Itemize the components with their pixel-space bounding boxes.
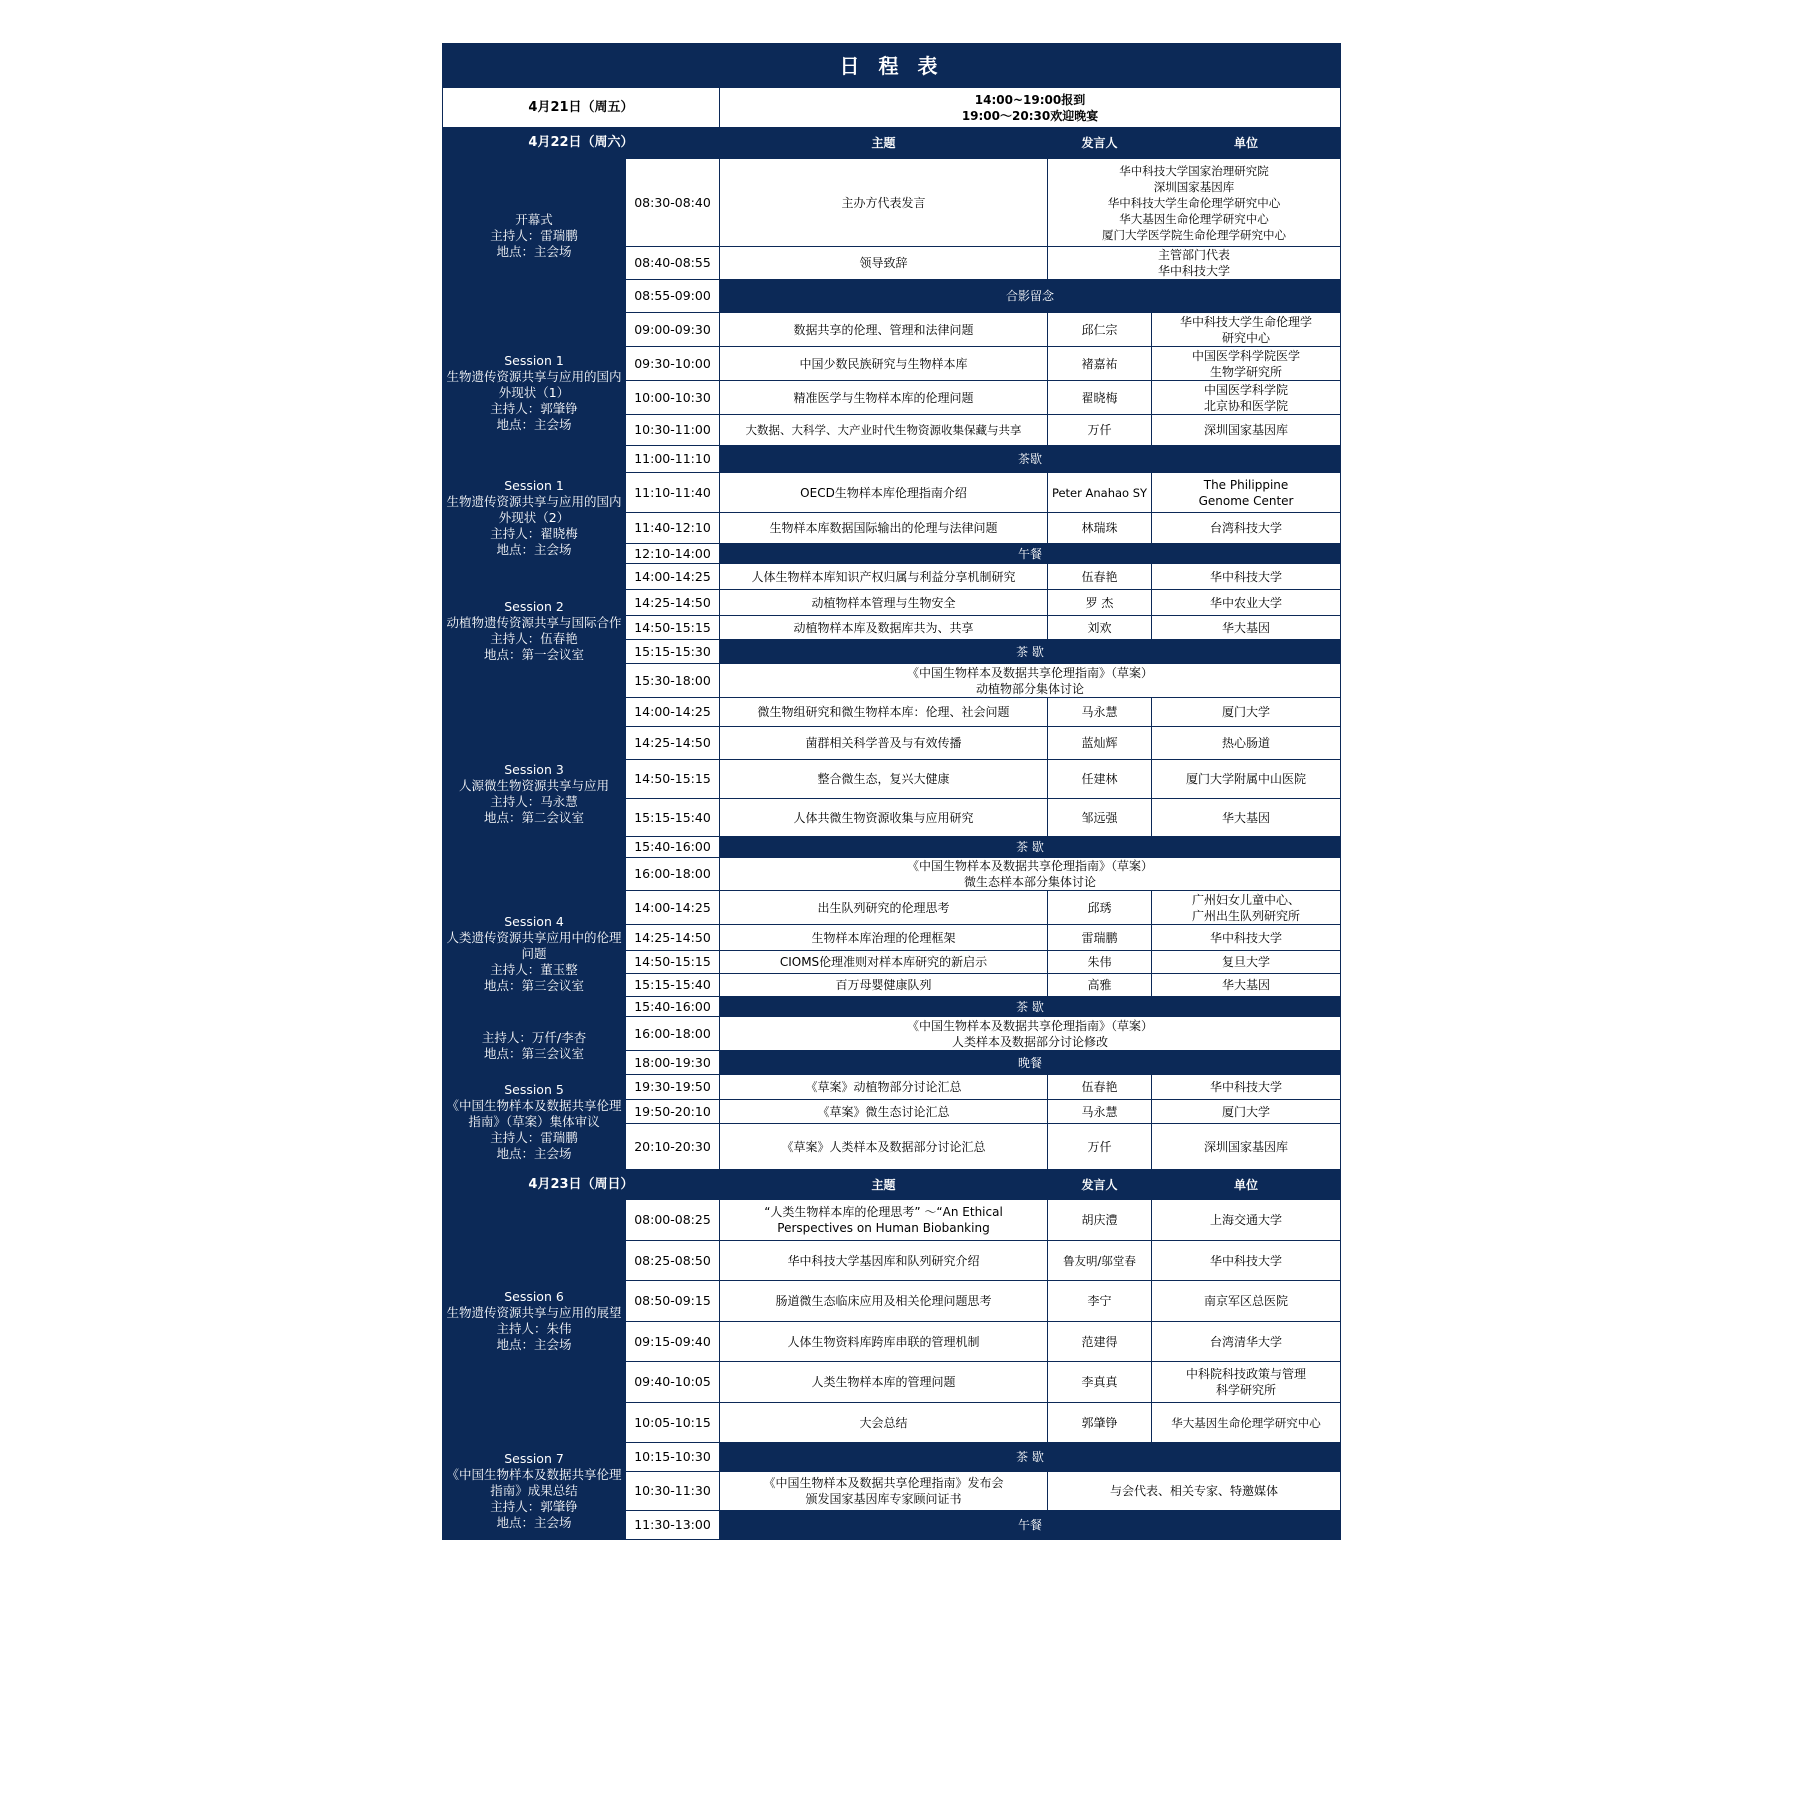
unit-cell: 深圳国家基因库 (1152, 1124, 1341, 1170)
topic-cell: 主办方代表发言 (720, 159, 1048, 247)
topic-cell: 百万母婴健康队列 (720, 974, 1048, 997)
session-6-host: Session 6 生物遗传资源共享与应用的展望 主持人：朱伟 地点：主会场 (443, 1200, 626, 1443)
time-cell: 14:25-14:50 (626, 590, 720, 616)
time-cell: 18:00-19:30 (626, 1051, 720, 1075)
topic-cell: 生物样本库治理的伦理框架 (720, 925, 1048, 951)
time-cell: 19:50-20:10 (626, 1100, 720, 1124)
unit-cell: 华大基因 (1152, 799, 1341, 837)
break-cell: 茶 歇 (720, 837, 1341, 858)
time-cell: 15:15-15:40 (626, 799, 720, 837)
header-topic: 主题 (720, 1170, 1048, 1200)
speaker-cell: 邹远强 (1048, 799, 1152, 837)
speaker-cell: 郭肇铮 (1048, 1403, 1152, 1443)
time-cell: 11:10-11:40 (626, 473, 720, 513)
time-cell: 14:25-14:50 (626, 925, 720, 951)
session-2-host: Session 2 动植物遗传资源共享与国际合作 主持人：伍春艳 地点：第一会议室 (443, 564, 626, 698)
header-unit: 单位 (1152, 128, 1341, 159)
break-cell: 午餐 (720, 544, 1341, 564)
topic-cell: 动植物样本管理与生物安全 (720, 590, 1048, 616)
speaker-cell: 朱伟 (1048, 951, 1152, 974)
time-cell: 19:30-19:50 (626, 1075, 720, 1100)
speaker-cell: Peter Anahao SY (1048, 473, 1152, 513)
topic-cell: 《草案》微生态讨论汇总 (720, 1100, 1048, 1124)
session-1a-host: Session 1 生物遗传资源共享与应用的国内外现状（1） 主持人：郭肇铮 地点：主会场 (443, 313, 626, 473)
break-cell: 茶 歇 (720, 1443, 1341, 1472)
time-cell: 09:30-10:00 (626, 347, 720, 381)
time-cell: 08:30-08:40 (626, 159, 720, 247)
speaker-cell: 邱仁宗 (1048, 313, 1152, 347)
speaker-cell: 罗 杰 (1048, 590, 1152, 616)
discussion-cell: 《中国生物样本及数据共享伦理指南》（草案） 人类样本及数据部分讨论修改 (720, 1017, 1341, 1051)
time-cell: 12:10-14:00 (626, 544, 720, 564)
topic-cell: 整合微生态，复兴大健康 (720, 760, 1048, 799)
speaker-cell: 万仟 (1048, 415, 1152, 446)
session-4-host: Session 4 人类遗传资源共享应用中的伦理问题 主持人：董玉整 地点：第三会议室 (443, 891, 626, 1017)
time-cell: 08:40-08:55 (626, 247, 720, 280)
unit-cell: 中国医学科学院医学 生物学研究所 (1152, 347, 1341, 381)
topic-cell: 华中科技大学基因库和队列研究介绍 (720, 1241, 1048, 1281)
unit-cell: The Philippine Genome Center (1152, 473, 1341, 513)
unit-cell: 华中科技大学 (1152, 925, 1341, 951)
time-cell: 15:15-15:40 (626, 974, 720, 997)
day3-date: 4月23日（周日） (443, 1170, 720, 1200)
unit-cell: 厦门大学附属中山医院 (1152, 760, 1341, 799)
unit-cell: 华大基因 (1152, 616, 1341, 640)
time-cell: 14:00-14:25 (626, 698, 720, 727)
discussion-cell: 《中国生物样本及数据共享伦理指南》（草案） 动植物部分集体讨论 (720, 664, 1341, 698)
unit-cell: 华中科技大学 (1152, 1241, 1341, 1281)
break-cell: 晚餐 (720, 1051, 1341, 1075)
speaker-cell: 林瑞珠 (1048, 513, 1152, 544)
speaker-cell: 鲁友明/邬堂春 (1048, 1241, 1152, 1281)
time-cell: 10:05-10:15 (626, 1403, 720, 1443)
session-opening-host: 开幕式 主持人：雷瑞鹏 地点：主会场 (443, 159, 626, 313)
time-cell: 15:40-16:00 (626, 997, 720, 1017)
time-cell: 14:00-14:25 (626, 564, 720, 590)
unit-cell: 华大基因生命伦理学研究中心 (1152, 1403, 1341, 1443)
topic-cell: 人体生物资料库跨库串联的管理机制 (720, 1322, 1048, 1362)
topic-cell: 出生队列研究的伦理思考 (720, 891, 1048, 925)
time-cell: 15:40-16:00 (626, 837, 720, 858)
time-cell: 09:40-10:05 (626, 1362, 720, 1403)
time-cell: 15:15-15:30 (626, 640, 720, 664)
time-cell: 11:30-13:00 (626, 1511, 720, 1540)
schedule-table (442, 43, 1341, 1540)
time-cell: 10:30-11:00 (626, 415, 720, 446)
session-1b-host: Session 1 生物遗传资源共享与应用的国内外现状（2） 主持人：翟晓梅 地点：主会场 (443, 473, 626, 564)
break-cell: 合影留念 (720, 280, 1341, 313)
unit-cell: 南京军区总医院 (1152, 1281, 1341, 1322)
topic-cell: “人类生物样本库的伦理思考” ～“An Ethical Perspectives on Human Biobanking (720, 1200, 1048, 1241)
break-cell: 茶 歇 (720, 997, 1341, 1017)
time-cell: 14:50-15:15 (626, 616, 720, 640)
unit-cell: 华大基因 (1152, 974, 1341, 997)
session-3-host: Session 3 人源微生物资源共享与应用 主持人：马永慧 地点：第二会议室 (443, 698, 626, 891)
time-cell: 15:30-18:00 (626, 664, 720, 698)
topic-cell: 《草案》人类样本及数据部分讨论汇总 (720, 1124, 1048, 1170)
speaker-cell: 李真真 (1048, 1362, 1152, 1403)
day1-note: 14:00~19:00报到 19:00～20:30欢迎晚宴 (720, 88, 1341, 128)
unit-cell: 华中农业大学 (1152, 590, 1341, 616)
unit-cell: 中国医学科学院 北京协和医学院 (1152, 381, 1341, 415)
unit-cell: 深圳国家基因库 (1152, 415, 1341, 446)
speaker-cell: 李宁 (1048, 1281, 1152, 1322)
day1-date: 4月21日（周五） (443, 88, 720, 128)
day2-date: 4月22日（周六） (443, 128, 720, 159)
time-cell: 16:00-18:00 (626, 858, 720, 891)
unit-cell: 华中科技大学国家治理研究院 深圳国家基因库 华中科技大学生命伦理学研究中心 华大基因生命伦理学研究中心 厦门大学医学院生命伦理学研究中心 (1048, 159, 1341, 247)
unit-cell: 华中科技大学生命伦理学 研究中心 (1152, 313, 1341, 347)
unit-cell: 广州妇女儿童中心、 广州出生队列研究所 (1152, 891, 1341, 925)
speaker-cell: 褚嘉祐 (1048, 347, 1152, 381)
time-cell: 11:40-12:10 (626, 513, 720, 544)
speaker-cell: 万仟 (1048, 1124, 1152, 1170)
time-cell: 09:15-09:40 (626, 1322, 720, 1362)
time-cell: 10:30-11:30 (626, 1472, 720, 1511)
speaker-cell: 翟晓梅 (1048, 381, 1152, 415)
time-cell: 20:10-20:30 (626, 1124, 720, 1170)
speaker-cell: 胡庆澧 (1048, 1200, 1152, 1241)
break-cell: 午餐 (720, 1511, 1341, 1540)
unit-cell: 华中科技大学 (1152, 1075, 1341, 1100)
unit-cell: 中科院科技政策与管理 科学研究所 (1152, 1362, 1341, 1403)
topic-cell: 动植物样本库及数据库共为、共享 (720, 616, 1048, 640)
topic-cell: 人类生物样本库的管理问题 (720, 1362, 1048, 1403)
time-cell: 08:55-09:00 (626, 280, 720, 313)
topic-cell: CIOMS伦理准则对样本库研究的新启示 (720, 951, 1048, 974)
speaker-cell: 雷瑞鹏 (1048, 925, 1152, 951)
discussion-cell: 《中国生物样本及数据共享伦理指南》（草案） 微生态样本部分集体讨论 (720, 858, 1341, 891)
topic-cell: 大会总结 (720, 1403, 1048, 1443)
header-speaker: 发言人 (1048, 128, 1152, 159)
speaker-cell: 伍春艳 (1048, 1075, 1152, 1100)
schedule-title: 日 程 表 (443, 44, 1341, 88)
header-topic: 主题 (720, 128, 1048, 159)
time-cell: 08:00-08:25 (626, 1200, 720, 1241)
break-cell: 茶歇 (720, 446, 1341, 473)
speaker-cell: 伍春艳 (1048, 564, 1152, 590)
session-7-host: Session 7 《中国生物样本及数据共享伦理指南》成果总结 主持人：郭肇铮 地点：主会场 (443, 1443, 626, 1540)
time-cell: 14:25-14:50 (626, 727, 720, 760)
topic-cell: 《草案》动植物部分讨论汇总 (720, 1075, 1048, 1100)
session-5-host: Session 5 《中国生物样本及数据共享伦理指南》（草案）集体审议 主持人：雷瑞鹏 地点：主会场 (443, 1075, 626, 1170)
time-cell: 16:00-18:00 (626, 1017, 720, 1051)
unit-cell: 上海交通大学 (1152, 1200, 1341, 1241)
topic-cell: 生物样本库数据国际输出的伦理与法律问题 (720, 513, 1048, 544)
time-cell: 14:50-15:15 (626, 951, 720, 974)
topic-cell: 中国少数民族研究与生物样本库 (720, 347, 1048, 381)
topic-cell: 微生物组研究和微生物样本库：伦理、社会问题 (720, 698, 1048, 727)
topic-cell: 肠道微生态临床应用及相关伦理问题思考 (720, 1281, 1048, 1322)
topic-cell: 《中国生物样本及数据共享伦理指南》发布会 颁发国家基因库专家顾问证书 (720, 1472, 1048, 1511)
time-cell: 10:00-10:30 (626, 381, 720, 415)
unit-cell: 台湾科技大学 (1152, 513, 1341, 544)
speaker-cell: 马永慧 (1048, 1100, 1152, 1124)
unit-cell: 主管部门代表 华中科技大学 (1048, 247, 1341, 280)
header-speaker: 发言人 (1048, 1170, 1152, 1200)
header-unit: 单位 (1152, 1170, 1341, 1200)
speaker-cell: 刘欢 (1048, 616, 1152, 640)
topic-cell: 精准医学与生物样本库的伦理问题 (720, 381, 1048, 415)
topic-cell: 人体生物样本库知识产权归属与利益分享机制研究 (720, 564, 1048, 590)
unit-cell: 复旦大学 (1152, 951, 1341, 974)
unit-cell: 厦门大学 (1152, 698, 1341, 727)
speaker-cell: 高雅 (1048, 974, 1152, 997)
speaker-cell: 蓝灿辉 (1048, 727, 1152, 760)
speaker-cell: 范建得 (1048, 1322, 1152, 1362)
topic-cell: 人体共微生物资源收集与应用研究 (720, 799, 1048, 837)
unit-cell: 与会代表、相关专家、特邀媒体 (1048, 1472, 1341, 1511)
topic-cell: 菌群相关科学普及与有效传播 (720, 727, 1048, 760)
time-cell: 08:25-08:50 (626, 1241, 720, 1281)
unit-cell: 台湾清华大学 (1152, 1322, 1341, 1362)
topic-cell: OECD生物样本库伦理指南介绍 (720, 473, 1048, 513)
unit-cell: 厦门大学 (1152, 1100, 1341, 1124)
time-cell: 08:50-09:15 (626, 1281, 720, 1322)
unit-cell: 华中科技大学 (1152, 564, 1341, 590)
speaker-cell: 任建林 (1048, 760, 1152, 799)
time-cell: 11:00-11:10 (626, 446, 720, 473)
session-4b-host: 主持人：万仟/李杏 地点：第三会议室 (443, 1017, 626, 1075)
break-cell: 茶 歇 (720, 640, 1341, 664)
time-cell: 14:50-15:15 (626, 760, 720, 799)
topic-cell: 大数据、大科学、大产业时代生物资源收集保藏与共享 (720, 415, 1048, 446)
time-cell: 10:15-10:30 (626, 1443, 720, 1472)
time-cell: 14:00-14:25 (626, 891, 720, 925)
topic-cell: 领导致辞 (720, 247, 1048, 280)
topic-cell: 数据共享的伦理、管理和法律问题 (720, 313, 1048, 347)
time-cell: 09:00-09:30 (626, 313, 720, 347)
speaker-cell: 马永慧 (1048, 698, 1152, 727)
unit-cell: 热心肠道 (1152, 727, 1341, 760)
speaker-cell: 邱琇 (1048, 891, 1152, 925)
